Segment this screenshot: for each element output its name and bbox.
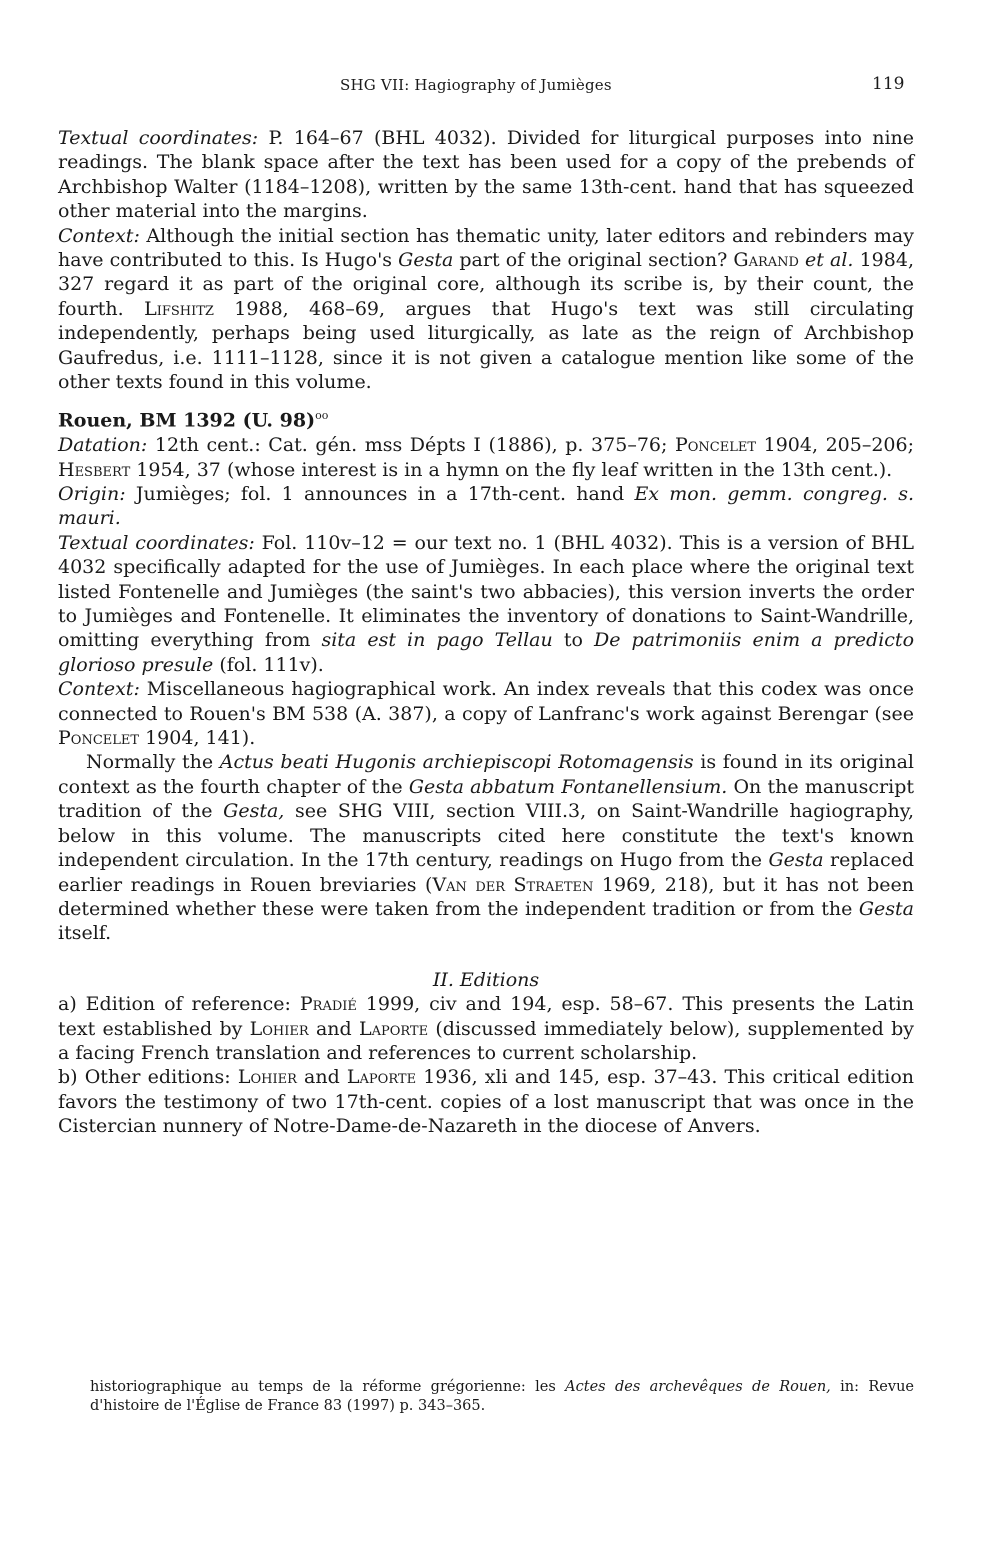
textual-coordinates-paragraph: Textual coordinates: P. 164–67 (BHL 4032). Divided for liturgical purposes into nine readings. The blank space after the text has been used for a copy of the prebends of Archbishop Walter (1184–1208), written by the same 13th-cent. hand that has squeezed other material into the margins. — [58, 127, 914, 223]
author-name: Poncelet — [674, 434, 757, 457]
author-name: Van der Straeten — [432, 873, 594, 896]
context-paragraph: Context: Although the initial section has thematic unity, later editors and rebinders may have contributed to this. Is Hugo's Gesta part of the original section? Garand et al. 1984, 327 regard it as part of the original core, although its scribe is, by their count, the fourth. Lifshitz 1988, 468–69, argues that Hugo's text was still circulating independently, perhaps being used liturgically, as late as the reign of Archbishop Gaufredus, i.e. 1111–1128, since it is not given a catalogue mention like some of the other texts found in this volume. — [58, 224, 914, 394]
label: Textual coordinates: — [58, 531, 255, 554]
textual-coordinates-paragraph: Textual coordinates: Fol. 110v–12 = our text no. 1 (BHL 4032). This is a version of BHL 4032 specifically adapted for the use of Jumièges. In each place where the original text listed Fontenelle and Jumièges (the saint's two abbacies), this version inverts the order to Jumièges and Fontenelle. It eliminates the inventory of donations to Saint-Wandrille, omitting everything from sita est in pago Tellau to De patrimoniis enim a predicto glorioso presule (fol. 111v). — [58, 531, 915, 676]
author-name: Lohier — [249, 1017, 309, 1040]
author-name: Hesbert — [58, 458, 131, 481]
author-name: Poncelet — [58, 727, 140, 750]
author-name: Lifshitz — [144, 297, 214, 320]
edition-of-reference-paragraph: a) Edition of reference: Pradié 1999, civ and 194, esp. 58–67. This presents the Latin text established by Lohier and Laporte (discussed immediately below), supplemented by a facing French translation and references to current scholarship. — [58, 993, 914, 1064]
author-name: Garand — [733, 249, 799, 272]
manuscript-heading: Rouen, BM 1392 (U. 98)$^{oo}$ — [58, 409, 329, 432]
label: Context: — [58, 678, 140, 701]
main-text — [58, 126, 914, 1139]
author-name: Lohier — [237, 1066, 297, 1089]
label: Context: — [58, 224, 140, 247]
label: Origin: — [58, 483, 126, 506]
heading-superscript: oo — [315, 409, 329, 423]
label: Datation: — [58, 434, 148, 457]
author-name: Laporte — [346, 1066, 417, 1089]
datation-paragraph: Datation: 12th cent.: Cat. gén. mss Dépts I (1886), p. 375–76; Poncelet 1904, 205–206; Hesbert 1954, 37 (whose interest is in a hymn on the fly leaf written in the 13th cent.). — [58, 434, 915, 481]
section-heading: II. Editions — [432, 968, 540, 991]
origin-paragraph: Origin: Jumièges; fol. 1 announces in a 17th-cent. hand Ex mon. gemm. congreg. s. mauri. — [58, 483, 914, 530]
discussion-paragraph: Normally the Actus beati Hugonis archiepiscopi Rotomagensis is found in its original context as the fourth chapter of the Gesta abbatum Fontanellensium. On the manuscript tradition of the Gesta, see SHG VIII, section VIII.3, on Saint-Wandrille hagiography, below in this volume. The manuscripts cited here constitute the text's known independent circulation. In the 17th century, readings on Hugo from the Gesta replaced earlier readings in Rouen breviaries (Van der Straeten 1969, 218), but it has not been determined whether these were taken from the independent tradition or from the Gesta itself. — [58, 751, 915, 945]
footnote: historiographique au temps de la réforme grégorienne: les Actes des archevêques de Rouen, in: Revue d'histoire de l'Église de France 83 (1997) p. 343–365. — [90, 1379, 914, 1414]
other-editions-paragraph: b) Other editions: Lohier and Laporte 1936, xli and 145, esp. 37–43. This critical edition favors the testimony of two 17th-cent. copies of a lost manuscript that was once in the Cistercian nunnery of Notre-Dame-de-Nazareth in the diocese of Anvers. — [58, 1066, 915, 1138]
author-name: Pradié — [299, 993, 357, 1016]
page-number: 119 — [872, 74, 905, 94]
context-paragraph: Context: Miscellaneous hagiographical work. An index reveals that this codex was once connected to Rouen's BM 538 (A. 387), a copy of Lanfranc's work against Berengar (see Poncelet 1904, 141). — [58, 678, 914, 750]
running-head: SHG VII: Hagiography of Jumièges — [340, 76, 612, 94]
label: Textual coordinates: — [58, 127, 259, 149]
author-name: Laporte — [358, 1017, 429, 1040]
